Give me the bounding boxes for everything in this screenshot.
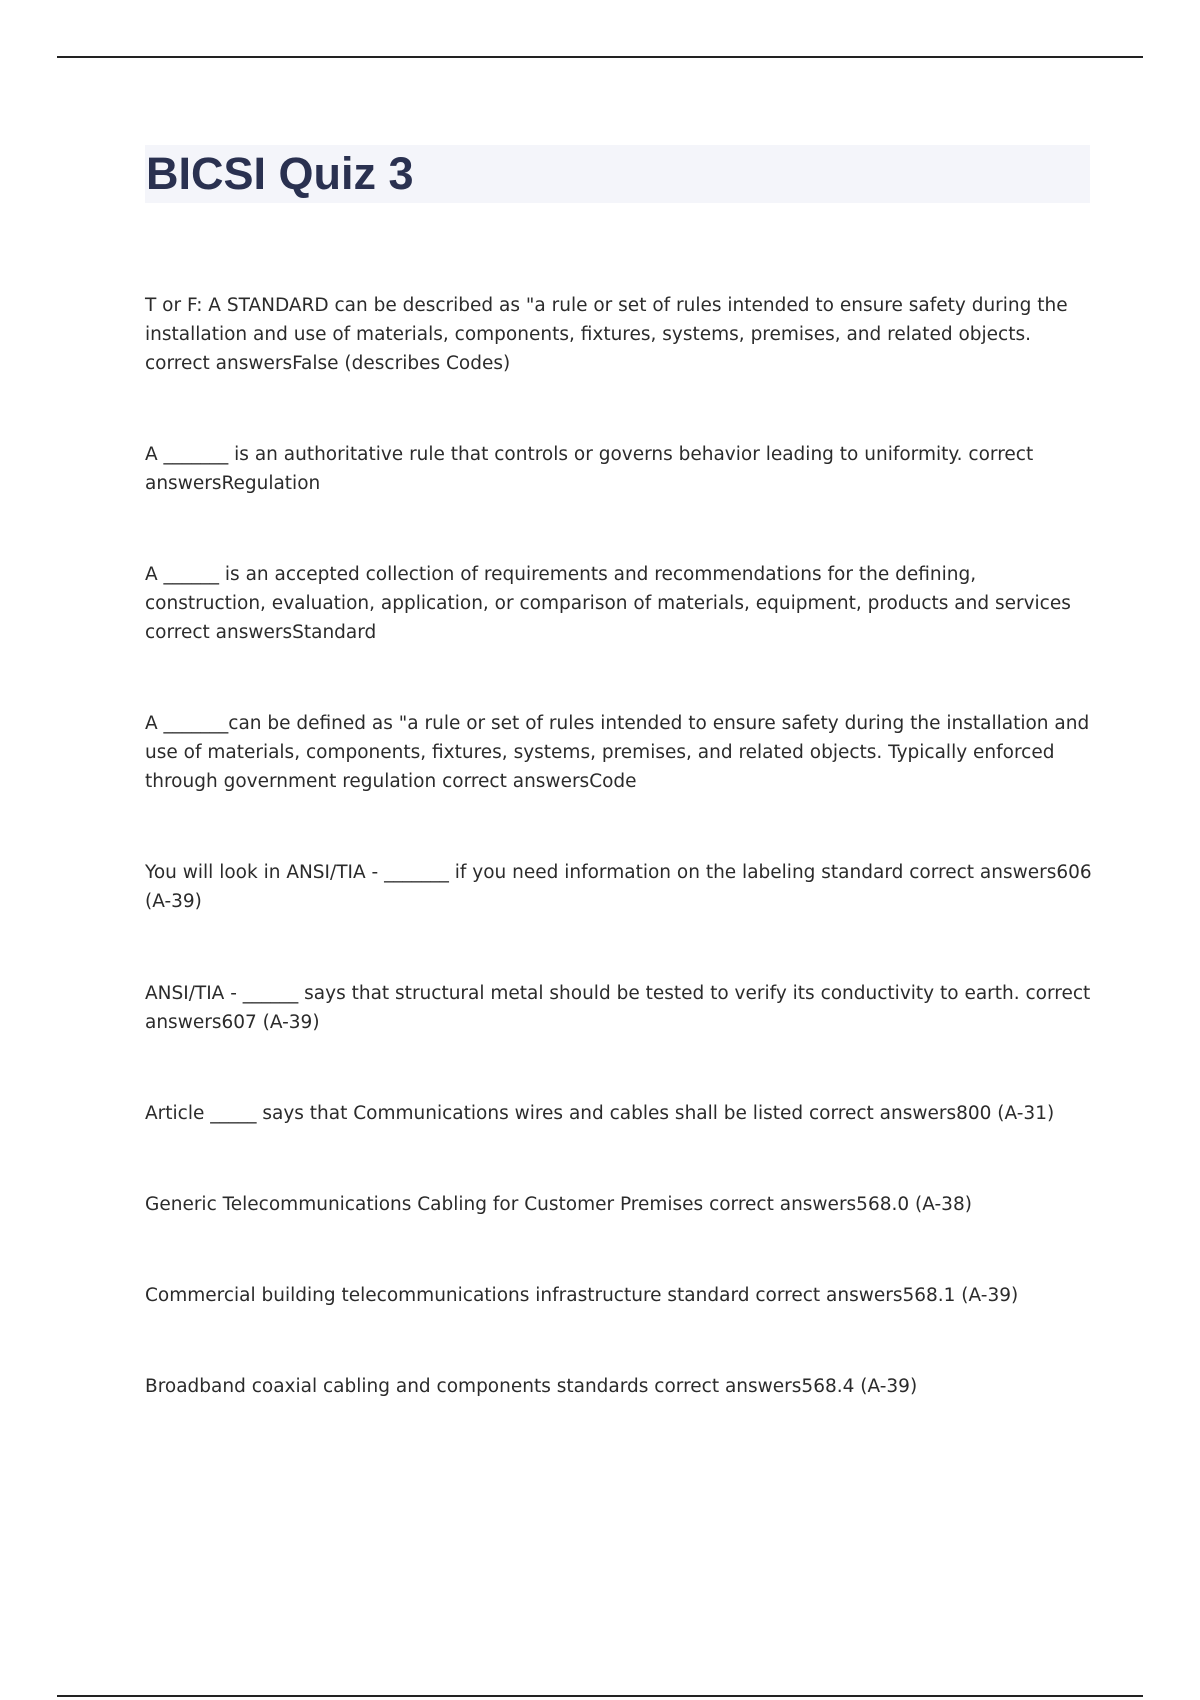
qa-item: Commercial building telecommunications infrastructure standard correct answers568.1 (A-39)	[145, 1285, 1019, 1306]
qa-item: Article _____ says that Communications wires and cables shall be listed correct answers800 (A-31)	[145, 1103, 1055, 1124]
qa-item: You will look in ANSI/TIA - _______ if you need information on the labeling standard correct answers606 (A-39)	[145, 862, 1092, 912]
qa-item: Generic Telecommunications Cabling for Customer Premises correct answers568.0 (A-38)	[145, 1194, 972, 1215]
qa-item: T or F: A STANDARD can be described as "a rule or set of rules intended to ensure safety during the installation and use of materials, components, fixtures, systems, premises, and related objects. correct answersFalse (describes Codes)	[145, 295, 1068, 374]
page-title: BICSI Quiz 3	[146, 148, 414, 199]
qa-item: Broadband coaxial cabling and components standards correct answers568.4 (A-39)	[145, 1376, 918, 1397]
qa-item: A _______can be defined as "a rule or set of rules intended to ensure safety during the installation and use of materials, components, fixtures, systems, premises, and related objects. Typically enforced through government regulation correct answersCode	[145, 713, 1090, 792]
top-rule	[57, 56, 1143, 58]
qa-item: A _______ is an authoritative rule that controls or governs behavior leading to uniformity. correct answersRegulation	[145, 444, 1034, 494]
bottom-rule	[57, 1695, 1143, 1697]
qa-item: ANSI/TIA - ______ says that structural metal should be tested to verify its conductivity to earth. correct answers607 (A-39)	[145, 983, 1091, 1033]
qa-item: A ______ is an accepted collection of requirements and recommendations for the defining, construction, evaluation, application, or comparison of materials, equipment, products and services correct answersStandard	[145, 564, 1071, 643]
